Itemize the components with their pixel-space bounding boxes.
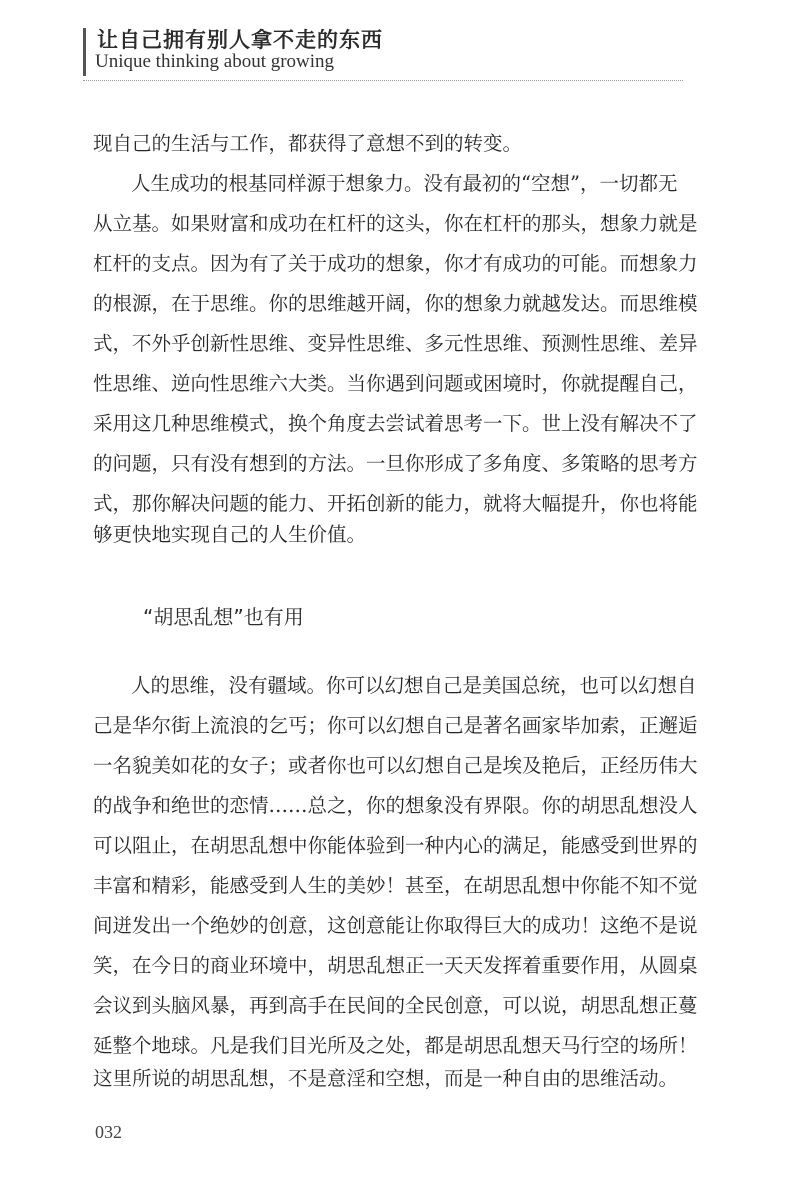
paragraph-line: 笑，在今日的商业环境中，胡思乱想正一天天发挥着重要作用，从圆桌 (93, 954, 698, 977)
paragraph-line: 的根源，在于思维。你的思维越开阔，你的想象力就越发达。而思维模 (93, 292, 698, 315)
paragraph-line: 一名貌美如花的女子；或者你也可以幻想自己是埃及艳后，正经历伟大 (93, 754, 698, 777)
paragraph-line: 人的思维，没有疆域。你可以幻想自己是美国总统，也可以幻想自 (131, 674, 697, 697)
paragraph-line: 从立基。如果财富和成功在杠杆的这头，你在杠杆的那头，想象力就是 (93, 212, 698, 235)
paragraph-line: 丰富和精彩，能感受到人生的美妙！甚至，在胡思乱想中你能不知不觉 (93, 874, 698, 897)
paragraph-line: 人生成功的根基同样源于想象力。没有最初的“空想”，一切都无 (131, 172, 678, 195)
paragraph-line: 够更快地实现自己的人生价值。 (93, 523, 367, 546)
header-accent-bar (83, 28, 86, 76)
book-title: 让自己拥有别人拿不走的东西 (97, 27, 383, 52)
paragraph-line: 这里所说的胡思乱想，不是意淫和空想，而是一种自由的思维活动。 (93, 1067, 679, 1090)
paragraph-line: 可以阻止，在胡思乱想中你能体验到一种内心的满足，能感受到世界的 (93, 834, 698, 857)
section-heading: “胡思乱想”也有用 (143, 605, 304, 629)
paragraph-line: 现自己的生活与工作，都获得了意想不到的转变。 (93, 132, 523, 155)
paragraph-line: 间迸发出一个绝妙的创意，这创意能让你取得巨大的成功！这绝不是说 (93, 914, 698, 937)
paragraph-line: 会议到头脑风暴，再到高手在民间的全民创意，可以说，胡思乱想正蔓 (93, 994, 698, 1017)
paragraph-line: 的战争和绝世的恋情……总之，你的想象没有界限。你的胡思乱想没人 (93, 794, 698, 817)
paragraph-line: 式，那你解决问题的能力、开拓创新的能力，就将大幅提升，你也将能 (93, 492, 698, 515)
paragraph-line: 式，不外乎创新性思维、变异性思维、多元性思维、预测性思维、差异 (93, 332, 698, 355)
paragraph-line: 延整个地球。凡是我们目光所及之处，都是胡思乱想天马行空的场所！ (93, 1034, 698, 1057)
page-number: 032 (95, 1122, 122, 1142)
paragraph-line: 己是华尔街上流浪的乞丐；你可以幻想自己是著名画家毕加索，正邂逅 (93, 714, 698, 737)
running-header (83, 22, 683, 78)
paragraph-line: 采用这几种思维模式，换个角度去尝试着思考一下。世上没有解决不了 (93, 412, 698, 435)
paragraph-line: 性思维、逆向性思维六大类。当你遇到问题或困境时，你就提醒自己， (93, 372, 698, 395)
book-subtitle: Unique thinking about growing (95, 51, 335, 72)
paragraph-line: 的问题，只有没有想到的方法。一旦你形成了多角度、多策略的思考方 (93, 452, 698, 475)
paragraph-line: 杠杆的支点。因为有了关于成功的想象，你才有成功的可能。而想象力 (93, 252, 698, 275)
header-divider (83, 80, 683, 81)
